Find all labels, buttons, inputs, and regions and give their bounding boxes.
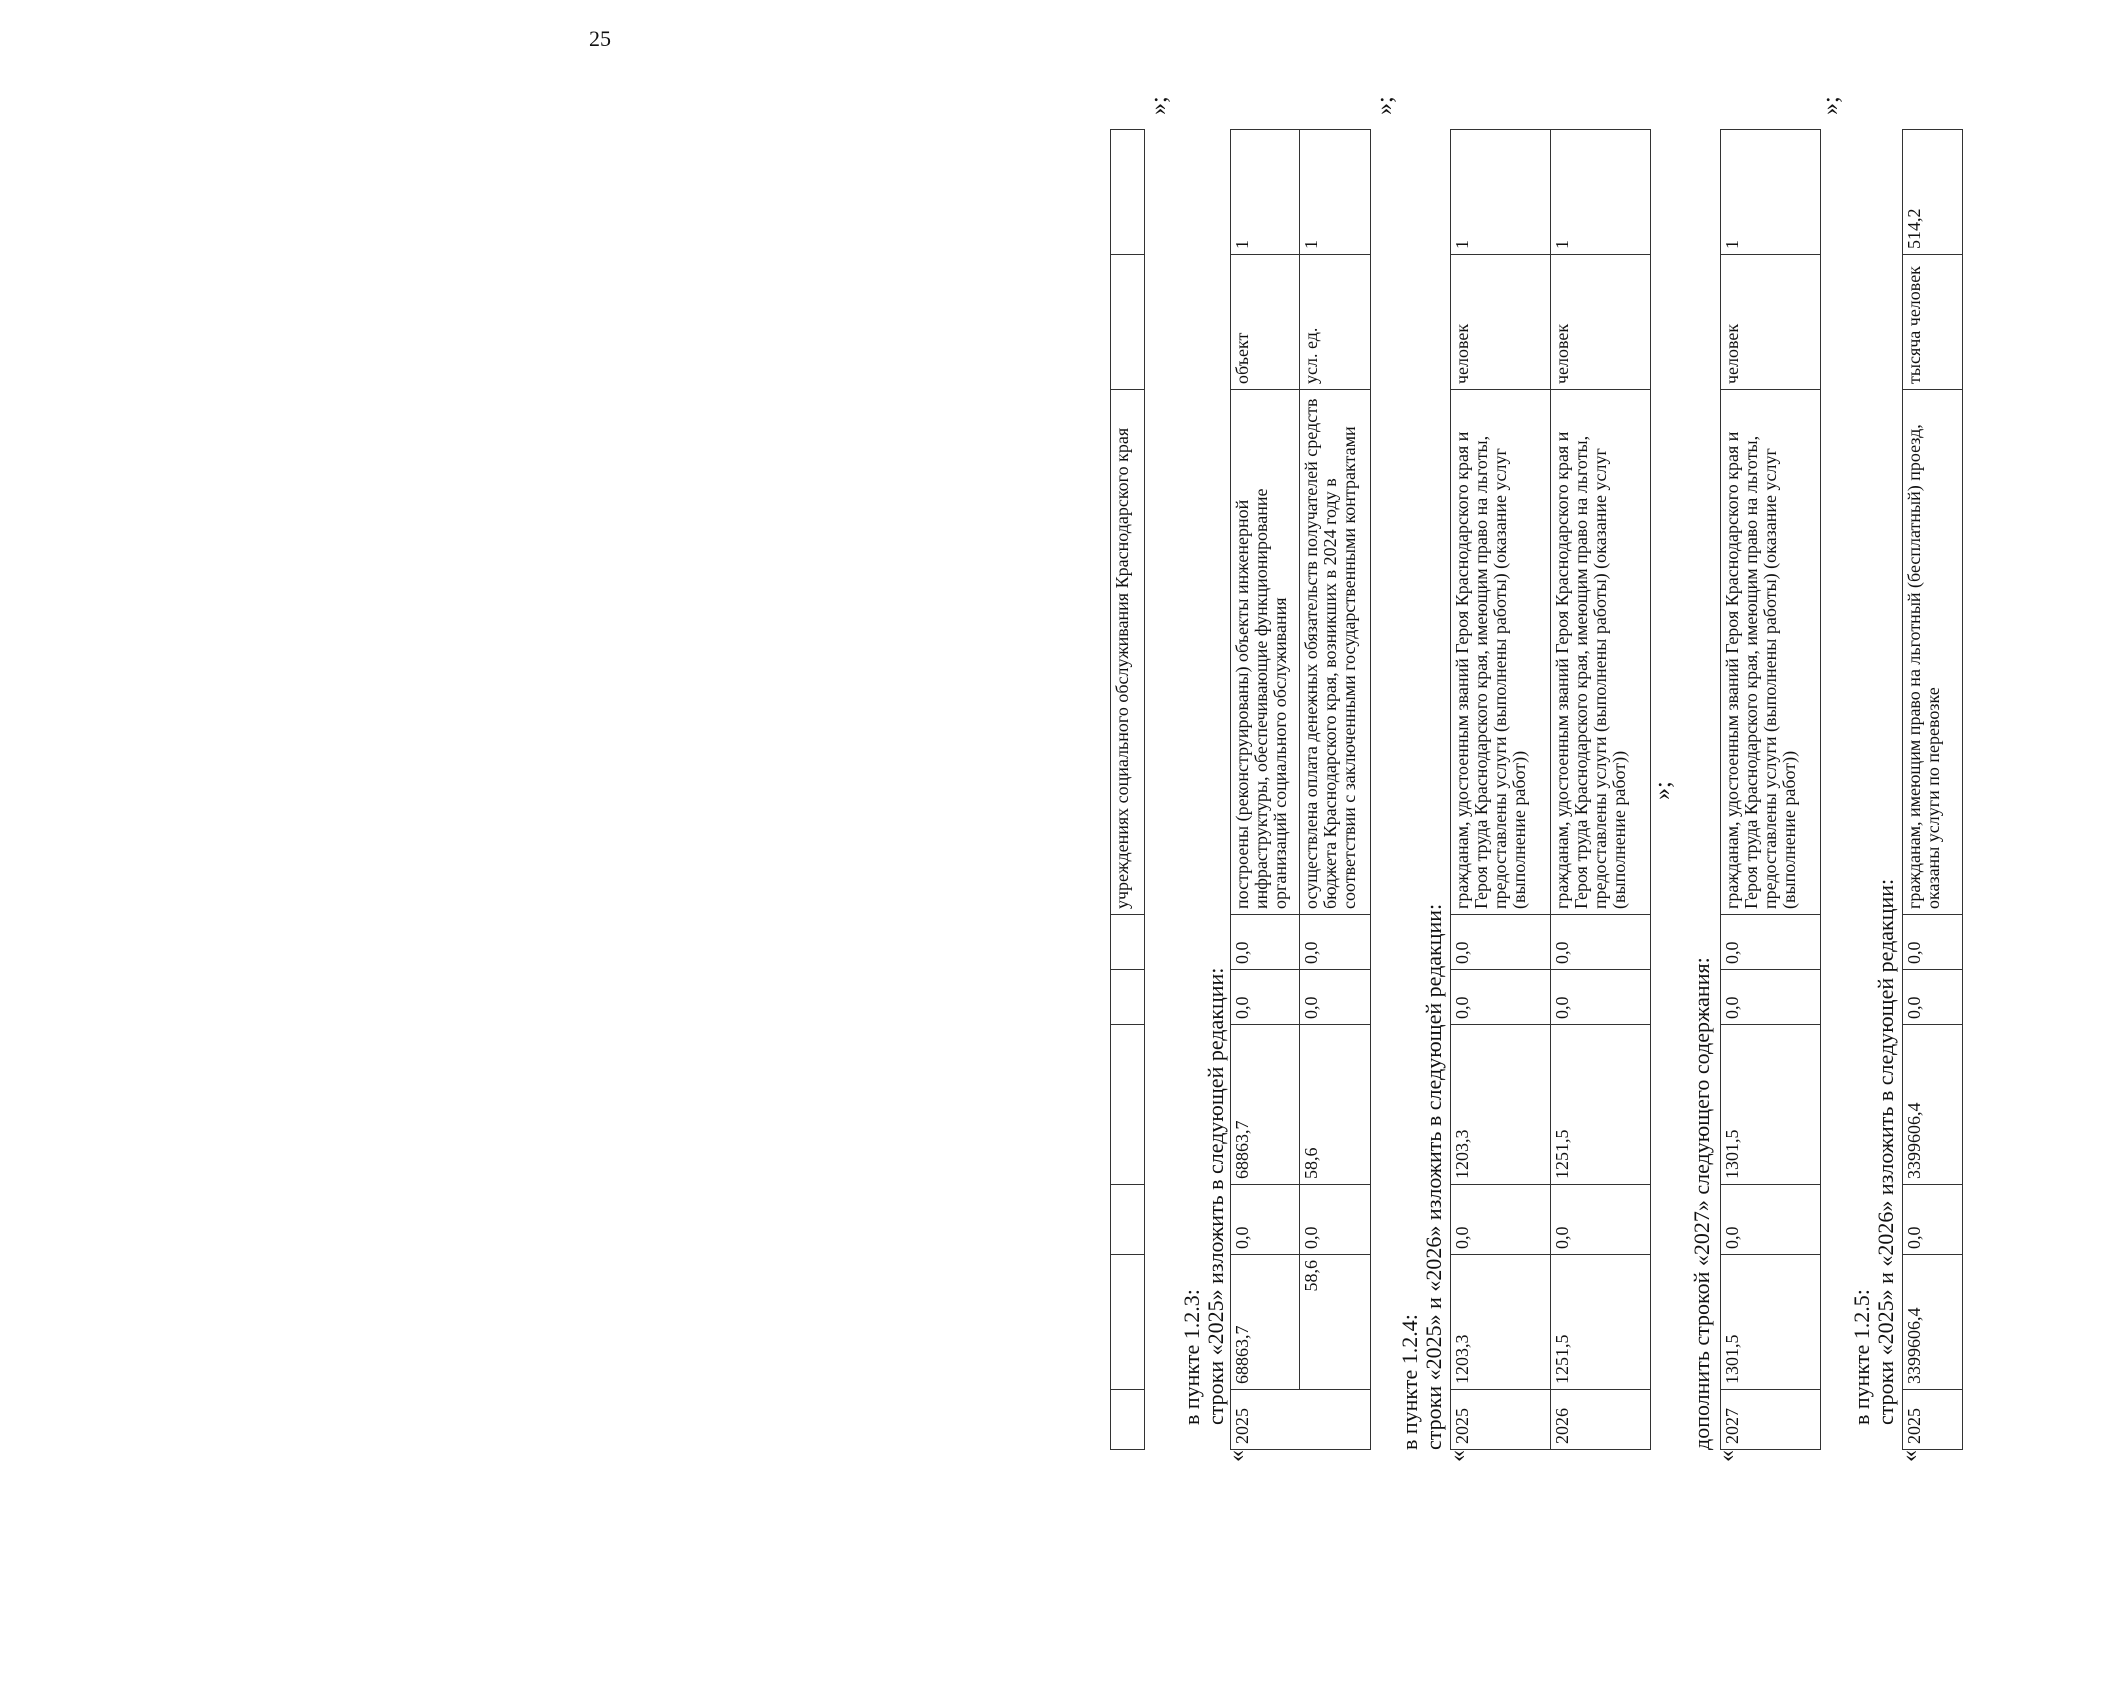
table-row — [1451, 130, 1551, 1450]
cell-other: 0,0 — [1903, 915, 1963, 970]
cell-description — [1231, 390, 1371, 915]
cell-description: гражданам, имеющим право на льготный (бесплатный) проезд, оказаны услуги по перевозке — [1903, 390, 1963, 915]
cell-empty — [1111, 1255, 1145, 1390]
cell-mun: 0,0 — [1551, 970, 1651, 1025]
cell-empty — [1111, 915, 1145, 970]
cell-other: 0,0 — [1451, 915, 1551, 970]
value-1: 0,0 — [1231, 1185, 1299, 1254]
instruction-text: строки «2025» изложить в следующей редакции: — [1203, 967, 1228, 1425]
cell-empty — [1111, 255, 1145, 390]
cell-mun: 0,0 — [1903, 970, 1963, 1025]
cell-mun: 0,0 — [1451, 970, 1551, 1025]
cell-other: 0,0 — [1551, 915, 1651, 970]
cell-unit — [1231, 255, 1371, 390]
unit-1: объект — [1231, 255, 1299, 389]
cell-total: 1203,3 — [1451, 1255, 1551, 1390]
point-label: в пункте 1.2.3: — [1179, 1289, 1204, 1425]
value-2: 0,0 — [1300, 996, 1321, 1019]
cell-empty — [1111, 970, 1145, 1025]
value-1: 68863,7 — [1231, 1025, 1299, 1184]
value-1: 0,0 — [1231, 970, 1299, 1024]
cell-fed: 0,0 — [1451, 1185, 1551, 1255]
unit-2: усл. ед. — [1300, 327, 1321, 384]
cell-year: 2025 — [1451, 1390, 1551, 1450]
cell-mun: 0,0 — [1721, 970, 1821, 1025]
cell-total: 3399606,4 — [1903, 1255, 1963, 1390]
table-row — [1551, 130, 1651, 1450]
page-number: 25 — [589, 26, 611, 51]
cell-total — [1231, 1255, 1371, 1390]
cell-empty — [1111, 1390, 1145, 1450]
cell-description: гражданам, удостоенным званий Героя Краснодарского края и Героя труда Краснодарского края, имеющим право на льготы, предоставлены услуги (выполнены работы) (оказание услуг (выполнение работ)) — [1551, 390, 1651, 915]
value-1: 1 — [1231, 130, 1299, 254]
rotated-content — [1110, 96, 2110, 1590]
cell-fed: 0,0 — [1551, 1185, 1651, 1255]
instruction-text: строки «2025» и «2026» изложить в следующей редакции: — [1873, 878, 1898, 1425]
cell-reg: 1301,5 — [1721, 1025, 1821, 1185]
cell-total: 1301,5 — [1721, 1255, 1821, 1390]
table-1-2-4 — [1450, 129, 1651, 1450]
cell-other: 0,0 — [1721, 915, 1821, 970]
cell-unit: тысяча человек — [1903, 255, 1963, 390]
description-1: построены (реконструированы) объекты инженерной инфраструктуры, обеспечивающие функционирование организаций социального обслуживания — [1231, 390, 1299, 914]
cell-value: 514,2 — [1903, 130, 1963, 255]
cell-reg: 3399606,4 — [1903, 1025, 1963, 1185]
cell-description: учреждениях социального обслуживания Краснодарского края — [1111, 390, 1145, 915]
opening-quote: « — [1897, 1450, 1923, 1462]
value-2: 0,0 — [1300, 941, 1321, 964]
cell-year: 2027 — [1721, 1390, 1821, 1450]
table-1-2-3 — [1230, 129, 1371, 1450]
cell-year: 2026 — [1551, 1390, 1651, 1450]
instruction-text: дополнить строкой «2027» следующего содержания: — [1689, 957, 1714, 1450]
cell-fed: 0,0 — [1903, 1185, 1963, 1255]
cell-description: гражданам, удостоенным званий Героя Краснодарского края и Героя труда Краснодарского края, имеющим право на льготы, предоставлены услуги (выполнены работы) (оказание услуг (выполнение работ)) — [1451, 390, 1551, 915]
cell-empty — [1111, 1185, 1145, 1255]
closing-quote: »; — [1372, 96, 1398, 115]
value-2: 0,0 — [1300, 1226, 1321, 1249]
cell-fed — [1231, 1185, 1371, 1255]
opening-quote: « — [1224, 1450, 1250, 1462]
value-2: 58,6 — [1300, 1260, 1321, 1292]
cell-year: 2025 — [1903, 1390, 1963, 1450]
table-row — [1721, 130, 1821, 1450]
cell-description: гражданам, удостоенным званий Героя Краснодарского края и Героя труда Краснодарского края, имеющим право на льготы, предоставлены услуги (выполнены работы) (оказание услуг (выполнение работ)) — [1721, 390, 1821, 915]
value-1: 0,0 — [1231, 915, 1299, 969]
instruction-text: строки «2025» и «2026» изложить в следующей редакции: — [1421, 903, 1446, 1450]
point-label: в пункте 1.2.5: — [1849, 1289, 1874, 1425]
cell-unit: человек — [1451, 255, 1551, 390]
cell-value — [1231, 130, 1371, 255]
opening-quote: « — [1445, 1450, 1471, 1462]
cell-reg — [1231, 1025, 1371, 1185]
value-1: 68863,7 — [1231, 1255, 1299, 1389]
table-1-2-4-addition — [1720, 129, 1821, 1450]
cell-reg: 1203,3 — [1451, 1025, 1551, 1185]
cell-value: 1 — [1721, 130, 1821, 255]
point-label: в пункте 1.2.4: — [1397, 1314, 1422, 1450]
cell-reg: 1251,5 — [1551, 1025, 1651, 1185]
table-row — [1903, 130, 1963, 1450]
cell-unit: человек — [1551, 255, 1651, 390]
cell-value: 1 — [1451, 130, 1551, 255]
cell-unit: человек — [1721, 255, 1821, 390]
cell-year: 2025 — [1231, 1390, 1371, 1450]
closing-quote: »; — [1146, 96, 1172, 115]
cell-total: 1251,5 — [1551, 1255, 1651, 1390]
description-2: осуществлена оплата денежных обязательств получателей средств бюджета Краснодарского края, возникших в 2024 году в соответствии с заключенными государственными контрактами — [1300, 398, 1359, 909]
table-1-2-5 — [1902, 129, 1963, 1450]
cell-other — [1231, 915, 1371, 970]
cell-value: 1 — [1551, 130, 1651, 255]
cell-mun — [1231, 970, 1371, 1025]
closing-quote: »; — [1818, 96, 1844, 115]
cell-empty — [1111, 130, 1145, 255]
opening-quote: « — [1714, 1450, 1740, 1462]
closing-quote: »; — [1650, 781, 1676, 800]
cell-empty — [1111, 1025, 1145, 1185]
cell-fed: 0,0 — [1721, 1185, 1821, 1255]
table-continuation — [1110, 129, 1145, 1450]
value-2: 1 — [1300, 240, 1321, 249]
value-2: 58,6 — [1300, 1147, 1321, 1179]
